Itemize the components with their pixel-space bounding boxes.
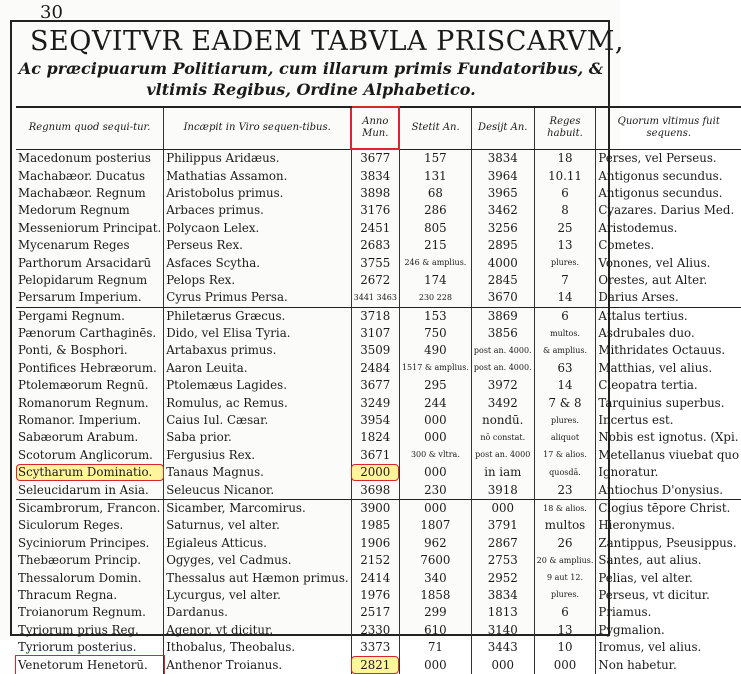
cell-reges: 26 <box>534 535 596 552</box>
cell-desijt: 3443 <box>471 639 534 656</box>
cell-regnum: Troianorum Regnum. <box>18 605 146 620</box>
cell-reges: aliquot <box>534 429 596 446</box>
cell-reges: 6 <box>534 307 596 325</box>
cell-quorum: Cleopatra tertia. <box>596 377 741 394</box>
table-row <box>16 185 741 202</box>
table-row <box>16 622 741 639</box>
cell-regnum: Scytharum Dominatio. <box>16 464 164 481</box>
table-row <box>16 447 741 464</box>
cell-incaepit: Philetærus Græcus. <box>164 307 351 325</box>
cell-regnum: Medorum Regnum <box>18 203 130 218</box>
cell-desijt: 4000 <box>471 254 534 271</box>
cell-regnum: Parthorum Arsacidarū <box>18 255 152 270</box>
cell-incaepit: Romulus, ac Remus. <box>164 394 351 411</box>
cell-incaepit: Caius Iul. Cæsar. <box>164 412 351 429</box>
cell-reges: 14 <box>534 377 596 394</box>
table-row <box>16 587 741 604</box>
cell-regnum: Ptolemæorum Regnū. <box>18 378 149 393</box>
cell-stetit: 805 <box>399 220 471 237</box>
cell-quorum: Tarquinius superbus. <box>596 394 741 411</box>
cell-anno: 1985 <box>351 517 399 534</box>
cell-incaepit: Ithobalus, Theobalus. <box>164 639 351 656</box>
cell-quorum: Vonones, vel Alius. <box>596 254 741 271</box>
cell-reges: 10 <box>534 639 596 656</box>
cell-reges: multos <box>534 517 596 534</box>
cell-incaepit: Ptolemæus Lagides. <box>164 377 351 394</box>
cell-anno: 3834 <box>351 167 399 184</box>
cell-quorum: Ignoratur. <box>596 464 741 481</box>
cell-stetit: 215 <box>399 237 471 254</box>
cell-reges: plures. <box>534 412 596 429</box>
cell-incaepit: Philippus Aridæus. <box>164 149 351 167</box>
cell-desijt: 2895 <box>471 237 534 254</box>
cell-regnum: Machabæor. Regnum <box>18 185 146 200</box>
cell-incaepit: Polycaon Lelex. <box>164 220 351 237</box>
cell-anno: 3373 <box>351 639 399 656</box>
cell-regnum: Machabæor. Ducatus <box>18 168 146 183</box>
cell-incaepit: Sicamber, Marcomirus. <box>164 499 351 517</box>
cell-regnum: Siculorum Reges. <box>18 518 124 533</box>
cell-desijt: 2952 <box>471 569 534 586</box>
cell-reges: 8 <box>534 202 596 219</box>
header-incaepit: Incæpit in Viro sequen-tibus. <box>164 107 351 149</box>
cell-incaepit: Tanaus Magnus. <box>164 464 351 481</box>
cell-stetit: 610 <box>399 622 471 639</box>
table-row <box>16 202 741 219</box>
cell-desijt: 3140 <box>471 622 534 639</box>
cell-quorum: Santes, aut alius. <box>596 552 741 569</box>
cell-quorum: Zantippus, Pseusippus. <box>596 535 741 552</box>
cell-quorum: Orestes, aut Alter. <box>596 272 741 289</box>
cell-stetit: 340 <box>399 569 471 586</box>
table-row <box>16 325 741 342</box>
cell-regnum: Romanor. Imperium. <box>18 413 142 428</box>
page-subtitle: Ac præcipuarum Politiarum, cum illarum primis Fundatoribus, & vltimis Regibus, Ordine Alphabetico. <box>18 59 604 99</box>
table-row <box>16 517 741 534</box>
cell-anno: 1976 <box>351 587 399 604</box>
cell-desijt: 3965 <box>471 185 534 202</box>
cell-desijt: 3918 <box>471 481 534 499</box>
cell-incaepit: Saturnus, vel alter. <box>164 517 351 534</box>
cell-stetit: 000 <box>399 412 471 429</box>
cell-reges: 13 <box>534 237 596 254</box>
cell-quorum: Iromus, vel alius. <box>596 639 741 656</box>
cell-stetit: 299 <box>399 604 471 621</box>
cell-desijt: 3670 <box>471 289 534 307</box>
cell-incaepit: Thessalus aut Hæmon primus. <box>164 569 351 586</box>
cell-anno: 2451 <box>351 220 399 237</box>
cell-reges: quosdā. <box>534 464 596 481</box>
cell-regnum: Thebæorum Princip. <box>18 553 141 568</box>
cell-anno: 2414 <box>351 569 399 586</box>
cell-stetit: 71 <box>399 639 471 656</box>
cell-incaepit: Aristobolus primus. <box>164 185 351 202</box>
cell-regnum: Pergami Regnum. <box>16 307 164 325</box>
cell-regnum: Romanorum Regnum. <box>18 395 149 410</box>
cell-anno: 2672 <box>351 272 399 289</box>
cell-regnum: Scotorum Anglicorum. <box>18 447 153 462</box>
header-quorum: Quorum vltimus fuit sequens. <box>596 107 741 149</box>
cell-quorum: Antigonus secundus. <box>596 167 741 184</box>
cell-reges: 6 <box>534 604 596 621</box>
cell-stetit: 000 <box>399 464 471 481</box>
table-row <box>16 254 741 271</box>
cell-reges: 18 & alios. <box>534 499 596 517</box>
cell-quorum: Clogius tēpore Christ. <box>596 499 741 517</box>
cell-regnum: Sicambrorum, Francon. <box>16 499 164 517</box>
cell-anno: 2821 <box>351 656 399 673</box>
cell-desijt: 000 <box>471 499 534 517</box>
cell-stetit: 244 <box>399 394 471 411</box>
table-row <box>16 342 741 359</box>
cell-reges: 10.11 <box>534 167 596 184</box>
header-anno-mundi: Anno Mun. <box>351 107 399 149</box>
table-row <box>16 412 741 429</box>
cell-regnum: Thessalorum Domin. <box>18 570 142 585</box>
header-reges: Reges habuit. <box>534 107 596 149</box>
header-stetit: Stetit An. <box>399 107 471 149</box>
cell-stetit: 246 & amplius. <box>399 254 471 271</box>
cell-reges: 25 <box>534 220 596 237</box>
cell-incaepit: Egialeus Atticus. <box>164 535 351 552</box>
cell-quorum: Mithridates Octauus. <box>596 342 741 359</box>
cell-desijt: 2867 <box>471 535 534 552</box>
cell-quorum: Hieronymus. <box>596 517 741 534</box>
cell-anno: 2330 <box>351 622 399 639</box>
cell-quorum: Cyazares. Darius Med. <box>596 202 741 219</box>
header-desijt: Desijt An. <box>471 107 534 149</box>
cell-quorum: Incertus est. <box>596 412 741 429</box>
cell-desijt: 1813 <box>471 604 534 621</box>
cell-reges: plures. <box>534 587 596 604</box>
cell-reges: 7 <box>534 272 596 289</box>
cell-reges: 63 <box>534 360 596 377</box>
table-row <box>16 499 741 517</box>
cell-regnum: Pænorum Carthaginēs. <box>18 326 157 341</box>
cell-anno: 1906 <box>351 535 399 552</box>
cell-incaepit: Agenor, vt dicitur. <box>164 622 351 639</box>
cell-desijt: 3462 <box>471 202 534 219</box>
cell-incaepit: Seleucus Nicanor. <box>164 481 351 499</box>
cell-desijt: 2845 <box>471 272 534 289</box>
cell-quorum: Priamus. <box>596 604 741 621</box>
cell-incaepit: Anthenor Troianus. <box>164 656 351 673</box>
table-row <box>16 289 741 307</box>
cell-regnum: Seleucidarum in Asia. <box>18 482 149 497</box>
cell-anno: 3677 <box>351 149 399 167</box>
cell-desijt: post an. 4000. <box>471 360 534 377</box>
cell-reges: 9 aut 12. <box>534 569 596 586</box>
cell-desijt: 2753 <box>471 552 534 569</box>
table-row <box>16 377 741 394</box>
cell-stetit: 230 <box>399 481 471 499</box>
cell-regnum: Persarum Imperium. <box>18 290 142 305</box>
cell-incaepit: Perseus Rex. <box>164 237 351 254</box>
cell-desijt: post an. 4000. <box>471 342 534 359</box>
cell-anno: 2683 <box>351 237 399 254</box>
cell-anno: 3441 3463 <box>351 289 399 307</box>
cell-regnum: Syciniorum Principes. <box>18 535 150 550</box>
cell-incaepit: Saba prior. <box>164 429 351 446</box>
cell-anno: 3677 <box>351 377 399 394</box>
cell-quorum: Pelias, vel alter. <box>596 569 741 586</box>
cell-regnum: Venetorum Henetorū. <box>16 656 164 673</box>
cell-stetit: 000 <box>399 656 471 673</box>
cell-incaepit: Mathatias Assamon. <box>164 167 351 184</box>
cell-reges: 20 & amplius. <box>534 552 596 569</box>
table-row <box>16 604 741 621</box>
cell-anno: 3954 <box>351 412 399 429</box>
cell-desijt: 3791 <box>471 517 534 534</box>
cell-reges: 6 <box>534 185 596 202</box>
cell-quorum: Nobis est ignotus. (Xpi. <box>596 429 741 446</box>
cell-anno: 3755 <box>351 254 399 271</box>
cell-quorum: Antigonus secundus. <box>596 185 741 202</box>
cell-stetit: 7600 <box>399 552 471 569</box>
cell-anno: 3698 <box>351 481 399 499</box>
table-row <box>16 535 741 552</box>
page-number: 30 <box>40 2 63 23</box>
cell-desijt: 3492 <box>471 394 534 411</box>
cell-desijt: 3834 <box>471 149 534 167</box>
cell-incaepit: Asfaces Scytha. <box>164 254 351 271</box>
cell-regnum: Tyriorum posterius. <box>18 640 137 655</box>
cell-anno: 2484 <box>351 360 399 377</box>
cell-stetit: 174 <box>399 272 471 289</box>
cell-incaepit: Cyrus Primus Persa. <box>164 289 351 307</box>
cell-reges: 23 <box>534 481 596 499</box>
cell-quorum: Darius Arses. <box>596 289 741 307</box>
table-row <box>16 569 741 586</box>
cell-desijt: 3256 <box>471 220 534 237</box>
page-title: SEQVITVR EADEM TABVLA PRISCARVM, <box>30 26 625 57</box>
cell-anno: 3898 <box>351 185 399 202</box>
cell-incaepit: Arbaces primus. <box>164 202 351 219</box>
cell-stetit: 490 <box>399 342 471 359</box>
cell-stetit: 230 228 <box>399 289 471 307</box>
cell-reges: plures. <box>534 254 596 271</box>
table-row <box>16 149 741 167</box>
header-regnum: Regnum quod sequi-tur. <box>16 107 164 149</box>
cell-quorum: Antiochus D'onysius. <box>596 481 741 499</box>
cell-reges: 18 <box>534 149 596 167</box>
cell-quorum: Pygmalion. <box>596 622 741 639</box>
cell-desijt: 3834 <box>471 587 534 604</box>
cell-anno: 2152 <box>351 552 399 569</box>
cell-reges: 17 & alios. <box>534 447 596 464</box>
cell-desijt: nondū. <box>471 412 534 429</box>
cell-reges: 000 <box>534 656 596 673</box>
cell-reges: & amplius. <box>534 342 596 359</box>
cell-reges: multos. <box>534 325 596 342</box>
cell-incaepit: Lycurgus, vel alter. <box>164 587 351 604</box>
cell-regnum: Pelopidarum Regnum <box>18 272 148 287</box>
cell-reges: 14 <box>534 289 596 307</box>
cell-anno: 3718 <box>351 307 399 325</box>
table-row <box>16 639 741 656</box>
cell-incaepit: Artabaxus primus. <box>164 342 351 359</box>
cell-stetit: 295 <box>399 377 471 394</box>
cell-stetit: 1807 <box>399 517 471 534</box>
cell-regnum: Thracum Regna. <box>18 587 118 602</box>
cell-desijt: in iam <box>471 464 534 481</box>
cell-regnum: Sabæorum Arabum. <box>18 430 139 445</box>
cell-regnum: Macedonum posterius <box>18 150 151 165</box>
cell-anno: 3900 <box>351 499 399 517</box>
cell-regnum: Messeniorum Principat. <box>18 220 162 235</box>
table-row <box>16 464 741 481</box>
table-row <box>16 237 741 254</box>
cell-reges: 13 <box>534 622 596 639</box>
cell-stetit: 1858 <box>399 587 471 604</box>
table-row <box>16 307 741 325</box>
cell-regnum: Ponti, & Bosphori. <box>18 343 128 358</box>
cell-reges: 7 & 8 <box>534 394 596 411</box>
table-row <box>16 220 741 237</box>
cell-desijt: 3856 <box>471 325 534 342</box>
table-row <box>16 360 741 377</box>
cell-desijt: 3869 <box>471 307 534 325</box>
cell-incaepit: Dardanus. <box>164 604 351 621</box>
cell-stetit: 962 <box>399 535 471 552</box>
cell-regnum: Mycenarum Reges <box>18 238 130 253</box>
cell-quorum: Perses, vel Perseus. <box>596 149 741 167</box>
cell-anno: 3671 <box>351 447 399 464</box>
table-row <box>16 394 741 411</box>
cell-incaepit: Dido, vel Elisa Tyria. <box>164 325 351 342</box>
table-row <box>16 656 741 673</box>
cell-stetit: 750 <box>399 325 471 342</box>
cell-stetit: 300 & vltra. <box>399 447 471 464</box>
cell-anno: 2000 <box>351 464 399 481</box>
cell-stetit: 286 <box>399 202 471 219</box>
cell-quorum: Metellanus viuebat quo <box>596 447 741 464</box>
cell-anno: 3107 <box>351 325 399 342</box>
cell-quorum: Aristodemus. <box>596 220 741 237</box>
cell-regnum: Pontifices Hebræorum. <box>18 360 157 375</box>
cell-desijt: 3972 <box>471 377 534 394</box>
table-row <box>16 481 741 499</box>
cell-anno: 3249 <box>351 394 399 411</box>
cell-anno: 3509 <box>351 342 399 359</box>
cell-quorum: Perseus, vt dicitur. <box>596 587 741 604</box>
cell-incaepit: Aaron Leuita. <box>164 360 351 377</box>
cell-stetit: 000 <box>399 429 471 446</box>
cell-anno: 1824 <box>351 429 399 446</box>
cell-stetit: 157 <box>399 149 471 167</box>
cell-desijt: 3964 <box>471 167 534 184</box>
cell-desijt: 000 <box>471 656 534 673</box>
cell-stetit: 131 <box>399 167 471 184</box>
cell-incaepit: Pelops Rex. <box>164 272 351 289</box>
cell-desijt: nō constat. <box>471 429 534 446</box>
cell-incaepit: Fergusius Rex. <box>164 447 351 464</box>
cell-quorum: Attalus tertius. <box>596 307 741 325</box>
table-row <box>16 429 741 446</box>
table-body <box>16 149 741 674</box>
kingdoms-table <box>16 106 741 674</box>
cell-stetit: 000 <box>399 499 471 517</box>
cell-desijt: post an. 4000 <box>471 447 534 464</box>
cell-quorum: Asdrubales duo. <box>596 325 741 342</box>
cell-quorum: Matthias, vel alius. <box>596 360 741 377</box>
table-row <box>16 552 741 569</box>
table-header-row <box>16 107 741 149</box>
cell-incaepit: Ogyges, vel Cadmus. <box>164 552 351 569</box>
cell-stetit: 153 <box>399 307 471 325</box>
cell-stetit: 1517 & amplius. <box>399 360 471 377</box>
cell-stetit: 68 <box>399 185 471 202</box>
table-row <box>16 167 741 184</box>
cell-anno: 2517 <box>351 604 399 621</box>
cell-quorum: Cometes. <box>596 237 741 254</box>
cell-regnum: Tyriorum prius Reg. <box>18 622 139 637</box>
cell-anno: 3176 <box>351 202 399 219</box>
table-row <box>16 272 741 289</box>
cell-quorum: Non habetur. <box>596 656 741 673</box>
